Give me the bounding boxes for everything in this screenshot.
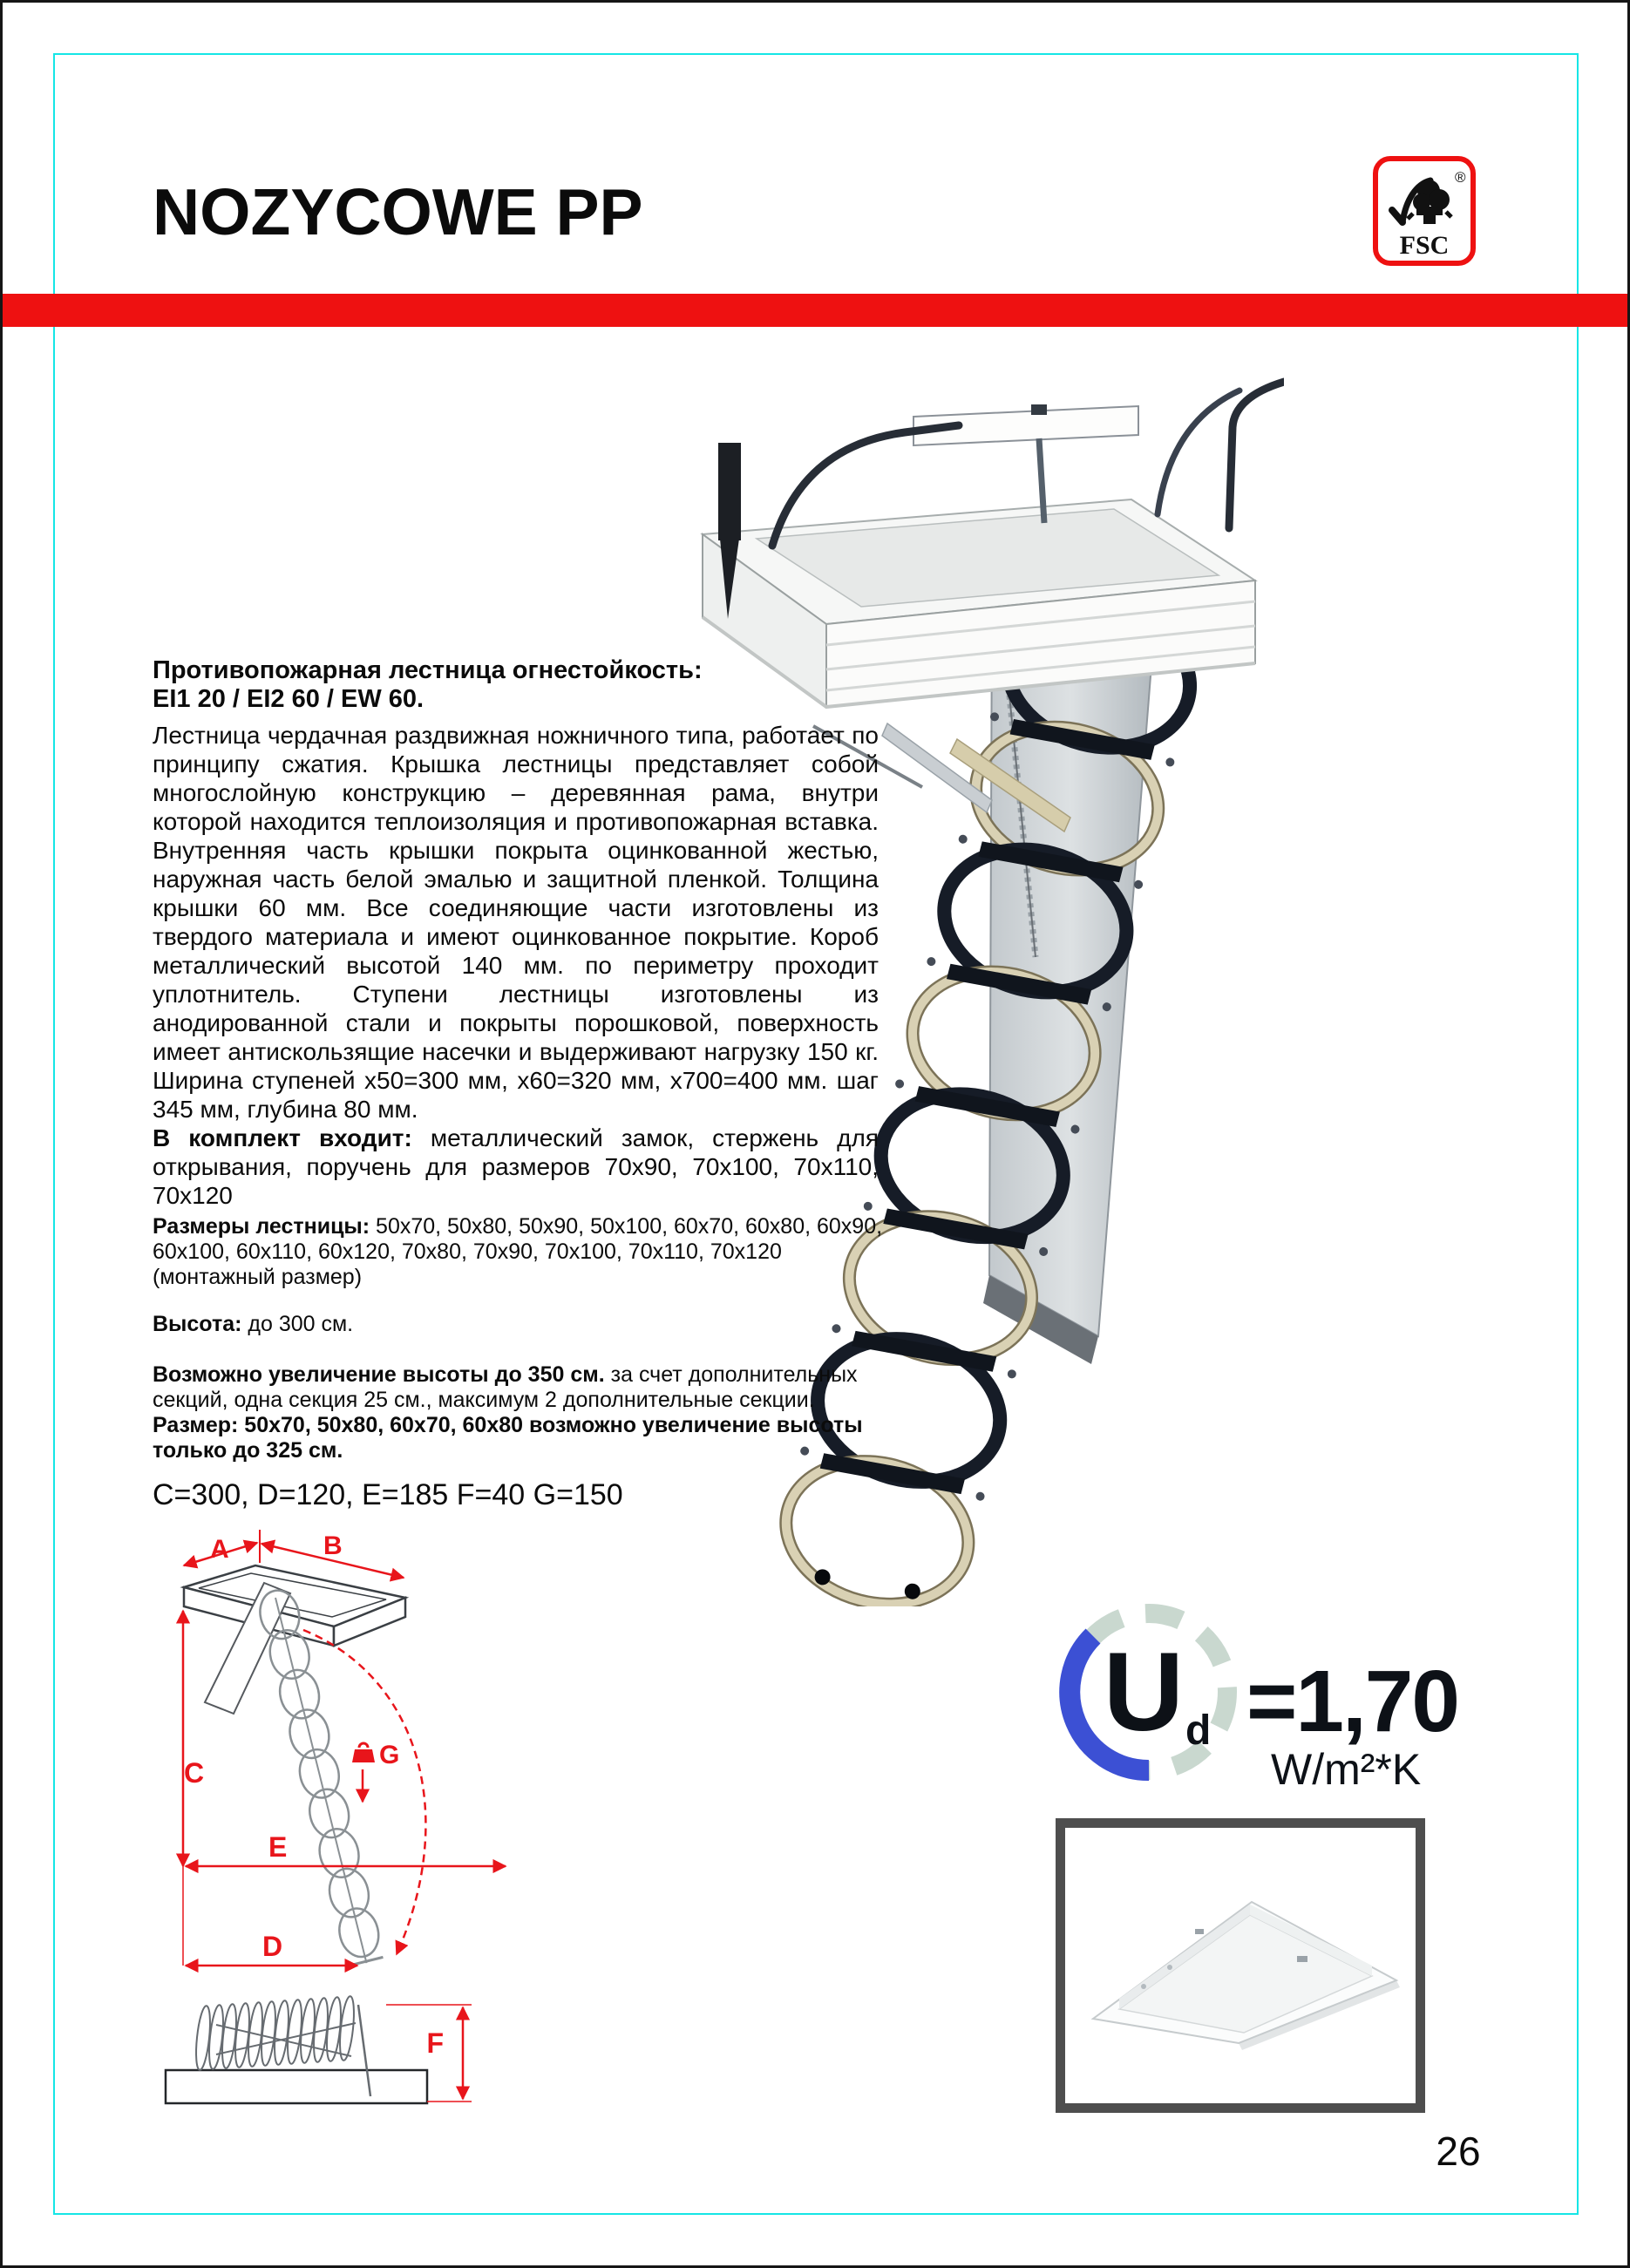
extension-bold2: Размер: 50x70, 50x80, 60x70, 60x80 возможно увеличение высоты только до 325 см. <box>153 1413 863 1463</box>
label-b: B <box>323 1531 343 1560</box>
extension-bold: Возможно увеличение высоты до 350 см. <box>153 1362 605 1387</box>
label-f: F <box>426 2027 444 2059</box>
sizes-section <box>153 1214 892 1290</box>
u-symbol: U <box>1103 1630 1185 1755</box>
u-value-badge <box>1053 1589 1463 1798</box>
fsc-logo <box>1373 156 1476 266</box>
red-divider <box>3 294 1630 327</box>
kit-label: В комплект входит: <box>153 1124 412 1151</box>
description-body: Лестница чердачная раздвижная ножничного типа, работает по принципу сжатия. Крышка лестницы представляет собой многослойную конструкцию – деревянная рама, внутри которой находится теплоизоляция и противопожарная вставка. Внутренняя часть крышки покрыта оцинкованной жестью, наружная часть белой эмалью и защитной пленкой. Толщина крышки 60 мм. Все соединяющие части изготовлены из твердого материала и имеют оцинкованное покрытие. Короб металлический высотой 140 мм. по периметру проходит уплотнитель. Ступени лестницы изготовлены из анодированной стали и покрыты порошковой, поверхность имеет антискользящие насечки и выдерживают нагрузку 150 кг. Ширина ступеней x50=300 мм, x60=320 мм, x700=400 мм. шаг 345 мм, глубина 80 мм. <box>153 722 879 1123</box>
page-number: 26 <box>1436 2129 1481 2174</box>
opening-rod <box>718 443 741 540</box>
page-title: NOZYCOWE PP <box>153 175 643 248</box>
sizes-label: Размеры лестницы: <box>153 1214 370 1239</box>
u-value: =1,70 <box>1246 1653 1459 1750</box>
u-subscript: d <box>1185 1708 1212 1754</box>
registered-mark: ® <box>1455 169 1466 186</box>
extension-text: за счет дополнительных секций, одна секция 25 см., максимум 2 дополнительные секции. <box>153 1362 858 1412</box>
description-heading <box>153 656 879 714</box>
label-a: A <box>210 1535 229 1564</box>
height-text: до 300 см. <box>241 1312 354 1336</box>
sizes-text: 50x70, 50x80, 50x90, 50x100, 60x70, 60x80, 60x90, 60x100, 60x110, 60x120, 70x80, 70x90, 70x100, 70x110, 70x120 <box>153 1214 883 1264</box>
u-unit: W/m²*K <box>1271 1745 1422 1794</box>
label-d: D <box>262 1931 283 1962</box>
dimension-values: C=300, D=120, E=185 F=40 G=150 <box>153 1478 623 1511</box>
extension-section <box>153 1362 892 1463</box>
height-label: Высота: <box>153 1312 242 1336</box>
ladder-sketch <box>255 1586 385 1968</box>
height-section <box>153 1312 892 1337</box>
label-c: C <box>184 1757 205 1789</box>
sizes-note: (монтажный размер) <box>153 1265 363 1289</box>
heading-line2: EI1 20 / EI2 60 / EW 60. <box>153 685 424 713</box>
heading-line1: Противопожарная лестница огнестойкость: <box>153 656 703 684</box>
fsc-label: FSC <box>1399 231 1450 260</box>
fsc-tree-icon <box>1378 161 1470 261</box>
handrail-right <box>1229 382 1284 528</box>
hatch-photo <box>1065 1828 1416 2103</box>
kit-text: металлический замок, стержень для открывания, поручень для размеров 70x90, 70x100, 70x110, 70x120 <box>153 1124 879 1209</box>
dimension-diagram <box>133 1530 691 2131</box>
label-e: E <box>268 1831 288 1863</box>
description-block <box>153 656 879 1210</box>
hatch-photo-frame <box>1056 1818 1425 2113</box>
label-g: G <box>379 1741 400 1769</box>
kit-paragraph <box>153 1124 879 1210</box>
